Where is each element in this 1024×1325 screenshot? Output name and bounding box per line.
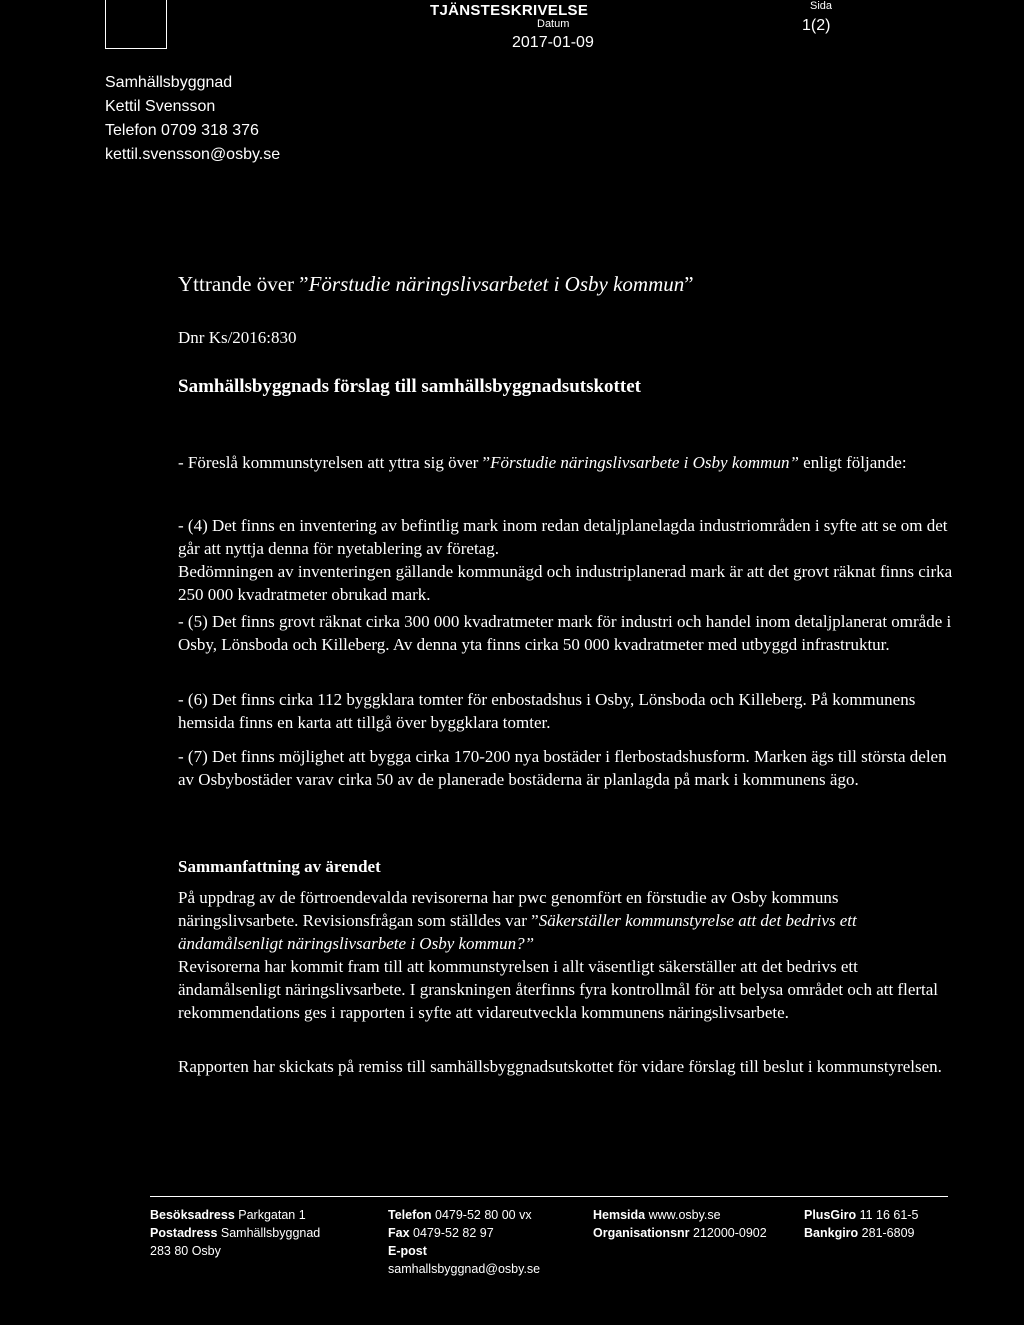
proposal-intro-text: - Föreslå kommunstyrelsen att yttra sig över ”: [178, 453, 491, 472]
proposal-intro: [178, 451, 958, 474]
summary-heading: Sammanfattning av ärendet: [178, 857, 381, 876]
footer-email[interactable]: samhallsbyggnad@osby.se: [388, 1262, 541, 1276]
title-italic: Förstudie näringslivsarbetet i Osby kommun: [308, 272, 685, 296]
sender-name: Kettil Svensson: [105, 98, 216, 115]
summary-question: Säkerställer kommunstyrelse att det bedrivs ett ändamålsenligt näringslivsarbete i Osby kommun?”: [178, 911, 857, 953]
sender-department: Samhällsbyggnad: [105, 74, 233, 91]
footer-divider: [150, 1196, 948, 1197]
point-4-assessment: Bedömningen av inventeringen gällande kommunägd och industriplanerad mark är att det grovt räknat finns cirka 250 000 kvadratmeter obrukad mark.: [178, 562, 953, 604]
org-number: 212000-0902: [689, 1226, 767, 1240]
footer-fax: 0479-52 82 97: [409, 1226, 494, 1240]
plusgiro-number: 11 16 61-5: [856, 1208, 919, 1222]
page-number: 1(2): [802, 17, 831, 34]
page-label: Sida: [810, 0, 833, 12]
bankgiro-number: 281-6809: [858, 1226, 915, 1240]
proposal-point-6: - (6) Det finns cirka 112 byggklara tomter för enbostadshus i Osby, Lönsboda och Killeberg. På kommunens hemsida finns en karta att tillgå över byggklara tomter.: [178, 690, 916, 732]
proposal-point-4: [178, 514, 958, 606]
footer-website[interactable]: www.osby.se: [645, 1208, 721, 1222]
proposal-intro-italic: Förstudie näringslivsarbete i Osby kommun”: [490, 453, 799, 472]
point-4-text: - (4) Det finns en inventering av befintlig mark inom redan detaljplanelagda industriområden i syfte att se om det går att nyttja denna för nyetablering av företag.: [178, 516, 948, 558]
proposal-point-5: - (5) Det finns grovt räknat cirka 300 000 kvadratmeter mark för industri och handel inom detaljplanerat område i Osby, Lönsboda och Killeberg. Av denna yta finns cirka 50 000 kvadratmeter med utbyggd infrastruktur.: [178, 612, 952, 654]
footer-web: [593, 1206, 767, 1242]
plusgiro-label: PlusGiro: [804, 1208, 857, 1222]
org-number-label: Organisationsnr: [593, 1226, 690, 1240]
footer-website-label: Hemsida: [593, 1208, 646, 1222]
postal-code: 283 80 Osby: [150, 1244, 221, 1258]
logo-frame: [105, 0, 167, 49]
footer-payment: [804, 1206, 918, 1242]
proposal-point-7: - (7) Det finns möjlighet att bygga cirka 170-200 nya bostäder i flerbostadshusform. Marken ägs till största delen av Osbybostäder varav cirka 50 av de planerade bostäderna är planlagda på mark i kommunens ägo.: [178, 747, 947, 789]
summary-text-2: Revisorerna har kommit fram till att kommunstyrelsen i allt väsentligt säkerställer att det bedrivs ett ändamålsenligt näringslivsarbete. I granskningen återfinns fyra kontrollmål för att belysa området och att flertal rekommendations ges i rapporten i syfte att vidareutveckla kommunens näringslivsarbete.: [178, 957, 939, 1022]
date-label: Datum: [537, 18, 570, 30]
bankgiro-label: Bankgiro: [804, 1226, 859, 1240]
sender-phone: Telefon 0709 318 376: [105, 122, 259, 139]
summary-text-1: På uppdrag av de förtroendevalda revisorerna har pwc genomfört en förstudie av Osby kommuns näringslivsarbete. Revisionsfrågan som ställdes var ”: [178, 888, 839, 930]
visit-address: Parkgatan 1: [234, 1208, 306, 1222]
document-date: 2017-01-09: [512, 34, 594, 51]
postal-address-label: Postadress: [150, 1226, 218, 1240]
footer-phone-label: Telefon: [388, 1208, 432, 1222]
document-type: TJÄNSTESKRIVELSE: [430, 2, 589, 19]
footer-address: [150, 1206, 320, 1260]
case-number: Dnr Ks/2016:830: [178, 328, 297, 347]
sender-block: [105, 71, 280, 167]
summary-text-3: Rapporten har skickats på remiss till samhällsbyggnadsutskottet för vidare förslag till beslut i kommunstyrelsen.: [178, 1057, 942, 1076]
postal-address: Samhällsbyggnad: [217, 1226, 321, 1240]
proposal-intro-end: enligt följande:: [798, 453, 907, 472]
footer-contact: [388, 1206, 540, 1278]
visit-address-label: Besöksadress: [150, 1208, 235, 1222]
footer-fax-label: Fax: [388, 1226, 410, 1240]
footer-email-label: E-post: [388, 1244, 427, 1258]
title-suffix: ”: [684, 272, 694, 296]
summary-body: [178, 886, 958, 1024]
proposal-heading: Samhällsbyggnads förslag till samhällsbyggnadsutskottet: [178, 376, 641, 397]
footer-phone: 0479-52 80 00 vx: [431, 1208, 532, 1222]
page-title: [178, 272, 694, 297]
sender-email: kettil.svensson@osby.se: [105, 146, 281, 163]
title-prefix: Yttrande över ”: [178, 272, 309, 296]
